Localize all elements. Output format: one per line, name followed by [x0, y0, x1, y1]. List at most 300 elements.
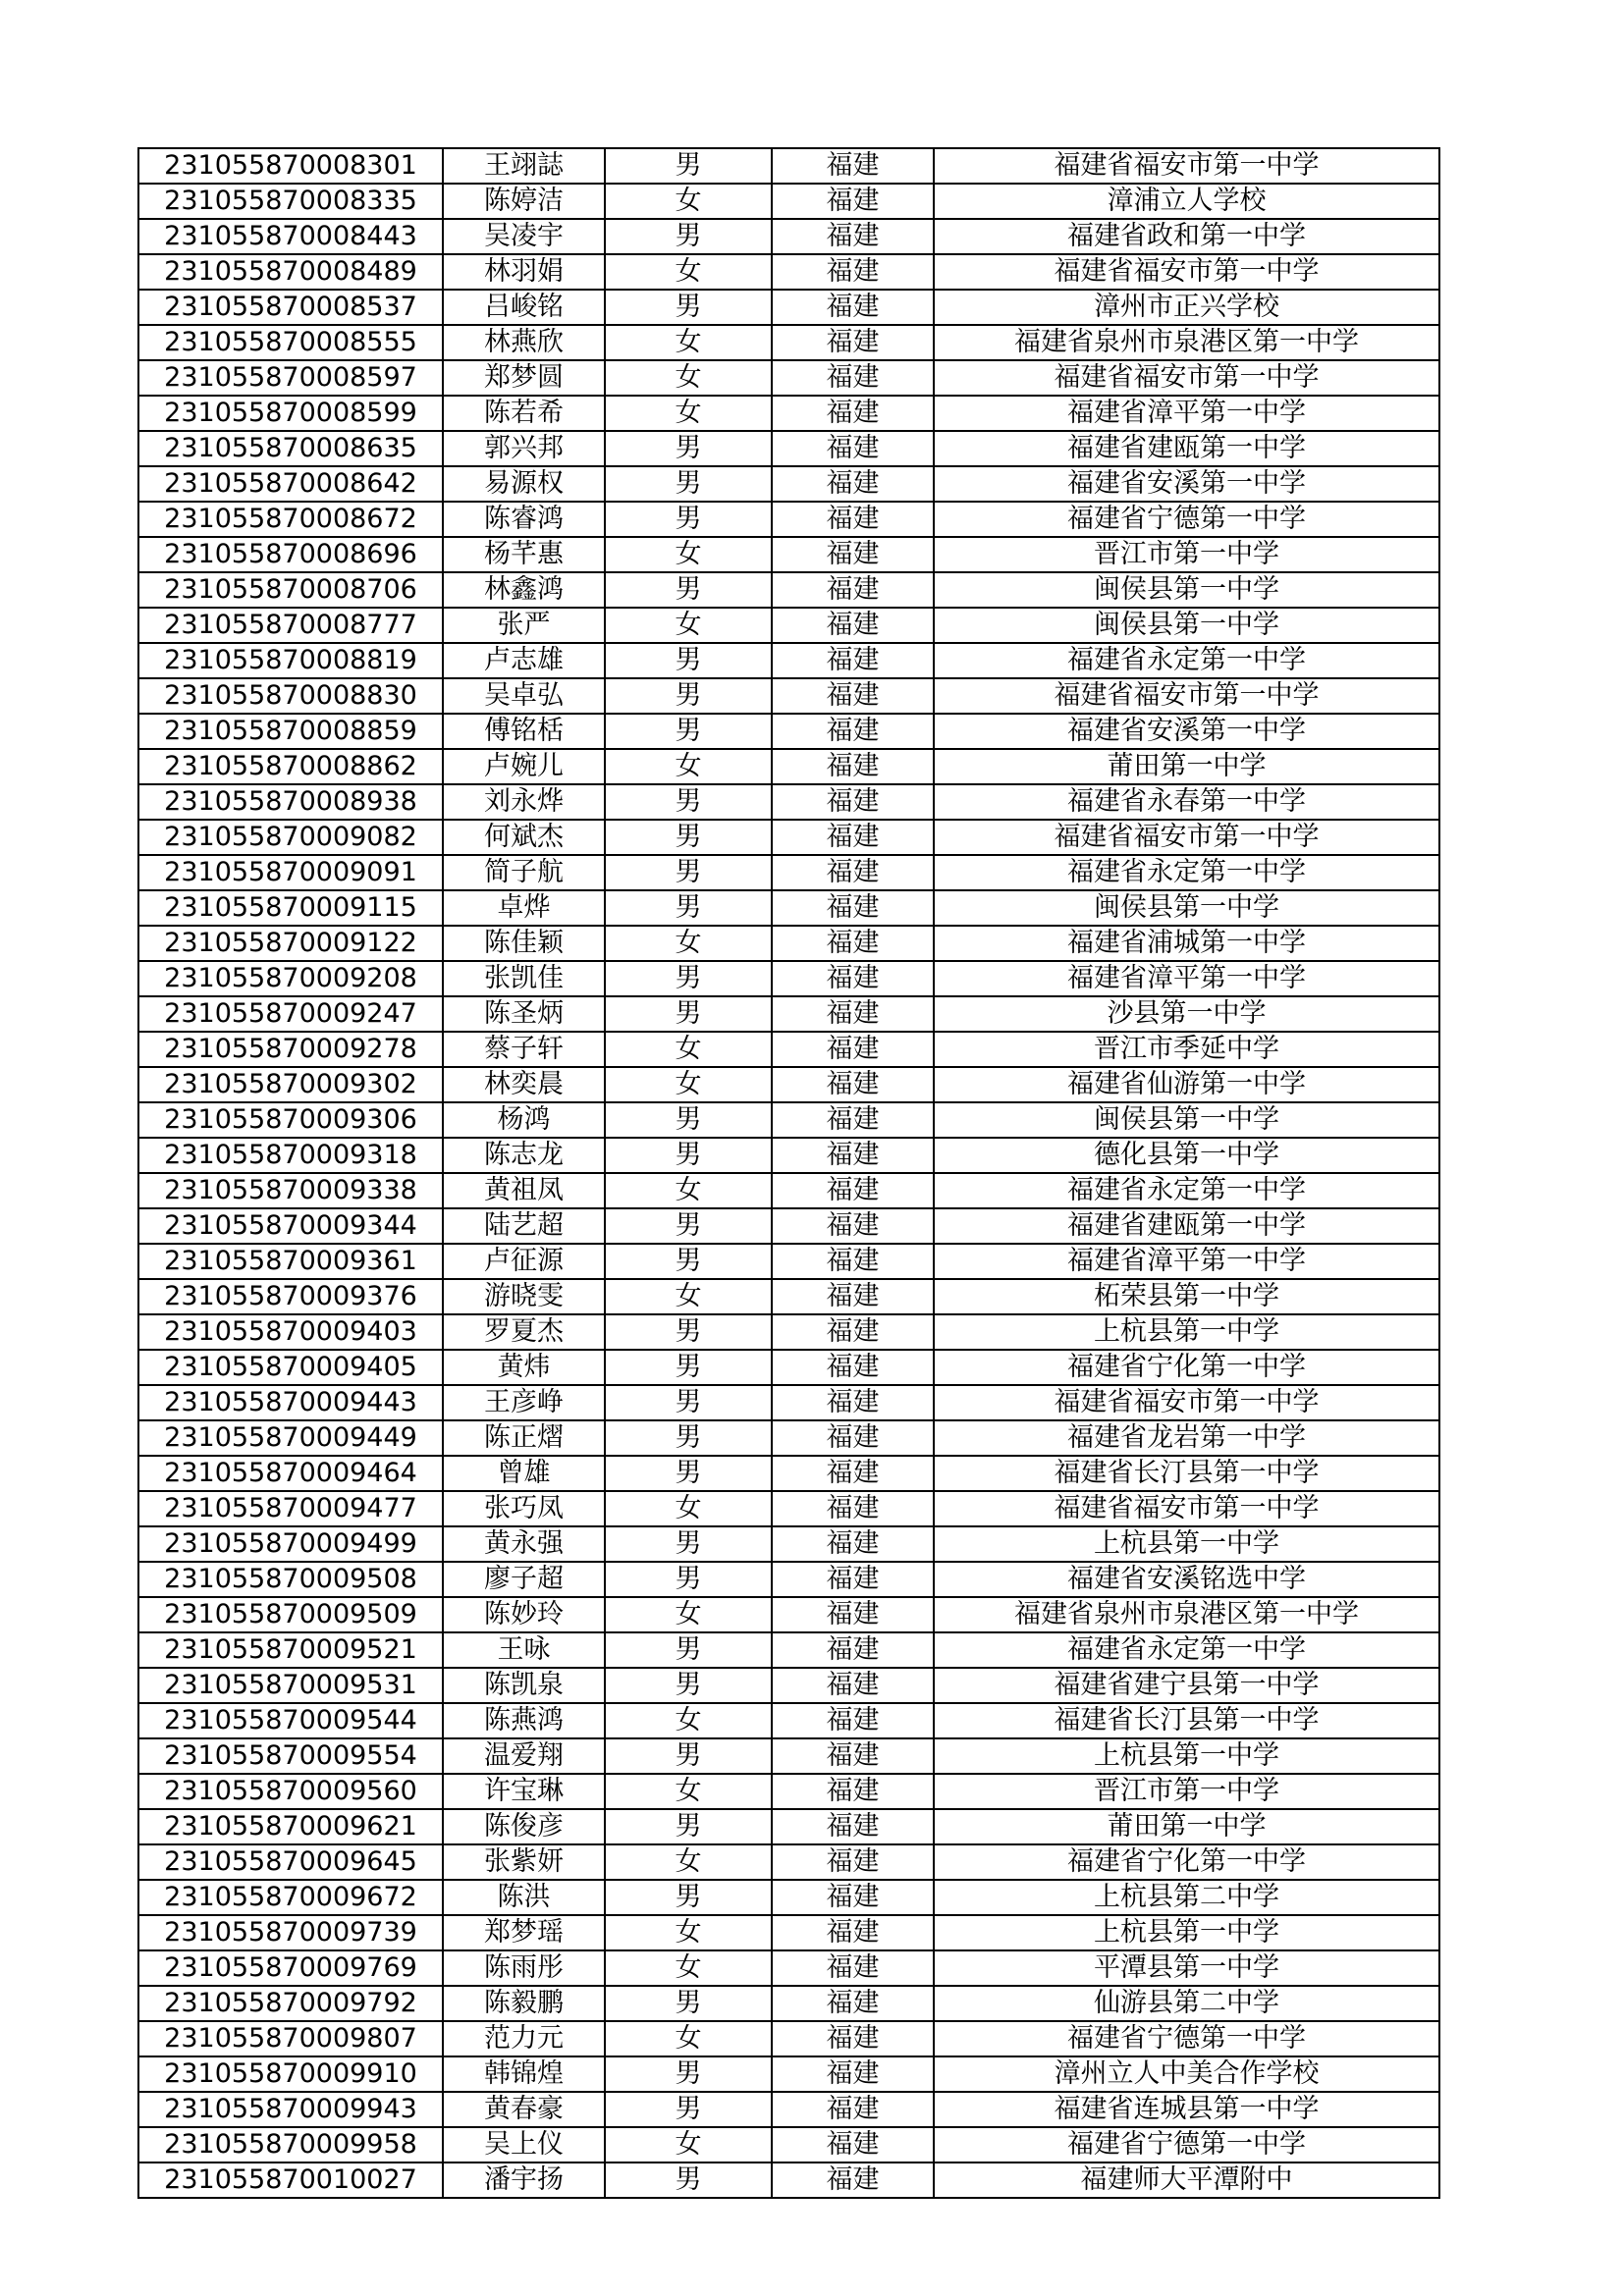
province-cell: 福建: [772, 1880, 934, 1915]
student-name-cell: 张巧凤: [443, 1491, 605, 1526]
table-row: [138, 537, 1439, 572]
province-cell: 福建: [772, 1915, 934, 1950]
table-row: [138, 996, 1439, 1032]
student-name-cell: 许宝琳: [443, 1774, 605, 1809]
student-name-cell: 廖子超: [443, 1562, 605, 1597]
candidate-id-cell: 231055870009278: [138, 1032, 443, 1067]
school-cell: 福建省浦城第一中学: [934, 926, 1439, 961]
province-cell: 福建: [772, 1138, 934, 1173]
school-cell: 福建省永春第一中学: [934, 784, 1439, 820]
gender-cell: 男: [605, 1385, 772, 1420]
table-row: [138, 890, 1439, 926]
school-cell: 平潭县第一中学: [934, 1950, 1439, 1986]
school-cell: 闽侯县第一中学: [934, 608, 1439, 643]
province-cell: 福建: [772, 325, 934, 360]
school-cell: 福建省安溪第一中学: [934, 714, 1439, 749]
school-cell: 晋江市第一中学: [934, 1774, 1439, 1809]
candidate-id-cell: 231055870009910: [138, 2056, 443, 2092]
student-name-cell: 林燕欣: [443, 325, 605, 360]
province-cell: 福建: [772, 2127, 934, 2163]
candidate-id-cell: 231055870008597: [138, 360, 443, 396]
student-name-cell: 易源权: [443, 466, 605, 502]
province-cell: 福建: [772, 572, 934, 608]
province-cell: 福建: [772, 396, 934, 431]
table-row: [138, 820, 1439, 855]
candidate-id-cell: 231055870009082: [138, 820, 443, 855]
candidate-id-cell: 231055870009306: [138, 1102, 443, 1138]
table-row: [138, 1244, 1439, 1279]
school-cell: 福建省仙游第一中学: [934, 1067, 1439, 1102]
school-cell: 福建省安溪铭选中学: [934, 1562, 1439, 1597]
gender-cell: 女: [605, 2127, 772, 2163]
province-cell: 福建: [772, 466, 934, 502]
candidate-id-cell: 231055870009464: [138, 1456, 443, 1491]
candidate-id-cell: 231055870009554: [138, 1738, 443, 1774]
gender-cell: 女: [605, 1597, 772, 1632]
candidate-id-cell: 231055870008862: [138, 749, 443, 784]
table-row: [138, 855, 1439, 890]
gender-cell: 男: [605, 714, 772, 749]
school-cell: 福建省宁化第一中学: [934, 1844, 1439, 1880]
table-row: [138, 961, 1439, 996]
gender-cell: 男: [605, 643, 772, 678]
table-row: [138, 184, 1439, 219]
table-row: [138, 2092, 1439, 2127]
table-row: [138, 1456, 1439, 1491]
school-cell: 福建省建瓯第一中学: [934, 431, 1439, 466]
province-cell: 福建: [772, 537, 934, 572]
gender-cell: 男: [605, 1138, 772, 1173]
gender-cell: 女: [605, 1915, 772, 1950]
table-row: [138, 1314, 1439, 1350]
student-name-cell: 王咏: [443, 1632, 605, 1668]
candidate-id-cell: 231055870009208: [138, 961, 443, 996]
candidate-id-cell: 231055870009449: [138, 1420, 443, 1456]
table-row: [138, 1597, 1439, 1632]
gender-cell: 女: [605, 608, 772, 643]
gender-cell: 男: [605, 1809, 772, 1844]
table-row: [138, 1385, 1439, 1420]
table-row: [138, 1102, 1439, 1138]
student-name-cell: 张凯佳: [443, 961, 605, 996]
table-row: [138, 749, 1439, 784]
province-cell: 福建: [772, 1668, 934, 1703]
gender-cell: 女: [605, 1491, 772, 1526]
table-row: [138, 290, 1439, 325]
candidate-id-cell: 231055870009958: [138, 2127, 443, 2163]
province-cell: 福建: [772, 148, 934, 184]
school-cell: 上杭县第一中学: [934, 1314, 1439, 1350]
student-name-cell: 何斌杰: [443, 820, 605, 855]
candidate-id-cell: 231055870009807: [138, 2021, 443, 2056]
candidate-id-cell: 231055870009376: [138, 1279, 443, 1314]
candidate-id-cell: 231055870008706: [138, 572, 443, 608]
province-cell: 福建: [772, 961, 934, 996]
province-cell: 福建: [772, 749, 934, 784]
table-row: [138, 1668, 1439, 1703]
school-cell: 仙游县第二中学: [934, 1986, 1439, 2021]
student-name-cell: 黄春豪: [443, 2092, 605, 2127]
province-cell: 福建: [772, 608, 934, 643]
gender-cell: 男: [605, 996, 772, 1032]
province-cell: 福建: [772, 1632, 934, 1668]
candidate-id-cell: 231055870009521: [138, 1632, 443, 1668]
table-row: [138, 1138, 1439, 1173]
province-cell: 福建: [772, 1597, 934, 1632]
province-cell: 福建: [772, 1067, 934, 1102]
table-row: [138, 1032, 1439, 1067]
school-cell: 福建省政和第一中学: [934, 219, 1439, 254]
student-name-cell: 林羽娟: [443, 254, 605, 290]
school-cell: 福建省宁德第一中学: [934, 2021, 1439, 2056]
province-cell: 福建: [772, 1279, 934, 1314]
student-name-cell: 刘永烨: [443, 784, 605, 820]
student-name-cell: 杨芊惠: [443, 537, 605, 572]
student-name-cell: 黄炜: [443, 1350, 605, 1385]
gender-cell: 女: [605, 2021, 772, 2056]
school-cell: 德化县第一中学: [934, 1138, 1439, 1173]
student-name-cell: 范力元: [443, 2021, 605, 2056]
candidate-id-cell: 231055870009769: [138, 1950, 443, 1986]
table-row: [138, 1915, 1439, 1950]
candidate-id-cell: 231055870008859: [138, 714, 443, 749]
province-cell: 福建: [772, 1420, 934, 1456]
gender-cell: 男: [605, 855, 772, 890]
school-cell: 莆田第一中学: [934, 1809, 1439, 1844]
gender-cell: 男: [605, 2056, 772, 2092]
student-name-cell: 陈志龙: [443, 1138, 605, 1173]
student-name-cell: 吴上仪: [443, 2127, 605, 2163]
province-cell: 福建: [772, 184, 934, 219]
table-row: [138, 1809, 1439, 1844]
student-name-cell: 郑梦圆: [443, 360, 605, 396]
province-cell: 福建: [772, 1491, 934, 1526]
school-cell: 漳州市正兴学校: [934, 290, 1439, 325]
candidate-id-cell: 231055870009361: [138, 1244, 443, 1279]
candidate-id-cell: 231055870009672: [138, 1880, 443, 1915]
student-name-cell: 吴卓弘: [443, 678, 605, 714]
candidate-id-cell: 231055870008642: [138, 466, 443, 502]
gender-cell: 男: [605, 431, 772, 466]
school-cell: 福建省建瓯第一中学: [934, 1208, 1439, 1244]
student-name-cell: 陈睿鸿: [443, 502, 605, 537]
student-name-cell: 陈凯泉: [443, 1668, 605, 1703]
table-row: [138, 1844, 1439, 1880]
province-cell: 福建: [772, 502, 934, 537]
student-name-cell: 陈毅鹏: [443, 1986, 605, 2021]
table-row: [138, 2021, 1439, 2056]
gender-cell: 男: [605, 148, 772, 184]
gender-cell: 男: [605, 1526, 772, 1562]
candidate-id-cell: 231055870009091: [138, 855, 443, 890]
student-name-cell: 陆艺超: [443, 1208, 605, 1244]
student-name-cell: 卢志雄: [443, 643, 605, 678]
gender-cell: 女: [605, 184, 772, 219]
candidate-id-cell: 231055870008301: [138, 148, 443, 184]
gender-cell: 男: [605, 1208, 772, 1244]
roster-body: [138, 148, 1439, 2198]
candidate-id-cell: 231055870008696: [138, 537, 443, 572]
table-row: [138, 1632, 1439, 1668]
province-cell: 福建: [772, 890, 934, 926]
student-name-cell: 傅铭栝: [443, 714, 605, 749]
table-row: [138, 1350, 1439, 1385]
province-cell: 福建: [772, 1385, 934, 1420]
gender-cell: 男: [605, 1314, 772, 1350]
table-row: [138, 1986, 1439, 2021]
province-cell: 福建: [772, 1102, 934, 1138]
table-row: [138, 2127, 1439, 2163]
gender-cell: 男: [605, 1456, 772, 1491]
candidate-id-cell: 231055870009739: [138, 1915, 443, 1950]
table-row: [138, 431, 1439, 466]
province-cell: 福建: [772, 219, 934, 254]
table-row: [138, 466, 1439, 502]
table-row: [138, 643, 1439, 678]
table-row: [138, 572, 1439, 608]
student-name-cell: 陈正熠: [443, 1420, 605, 1456]
province-cell: 福建: [772, 2056, 934, 2092]
student-name-cell: 陈婷洁: [443, 184, 605, 219]
student-name-cell: 曾雄: [443, 1456, 605, 1491]
table-row: [138, 1950, 1439, 1986]
candidate-id-cell: 231055870008489: [138, 254, 443, 290]
school-cell: 福建省长汀县第一中学: [934, 1456, 1439, 1491]
table-row: [138, 396, 1439, 431]
candidate-id-cell: 231055870009477: [138, 1491, 443, 1526]
student-name-cell: 陈佳颖: [443, 926, 605, 961]
table-row: [138, 1491, 1439, 1526]
gender-cell: 男: [605, 784, 772, 820]
province-cell: 福建: [772, 431, 934, 466]
student-name-cell: 蔡子轩: [443, 1032, 605, 1067]
student-name-cell: 陈妙玲: [443, 1597, 605, 1632]
gender-cell: 女: [605, 1844, 772, 1880]
candidate-id-cell: 231055870010027: [138, 2163, 443, 2198]
school-cell: 晋江市季延中学: [934, 1032, 1439, 1067]
school-cell: 福建省龙岩第一中学: [934, 1420, 1439, 1456]
province-cell: 福建: [772, 2021, 934, 2056]
table-row: [138, 360, 1439, 396]
candidate-id-cell: 231055870008777: [138, 608, 443, 643]
school-cell: 晋江市第一中学: [934, 537, 1439, 572]
school-cell: 闽侯县第一中学: [934, 1102, 1439, 1138]
gender-cell: 女: [605, 926, 772, 961]
school-cell: 福建省福安市第一中学: [934, 254, 1439, 290]
province-cell: 福建: [772, 714, 934, 749]
province-cell: 福建: [772, 2163, 934, 2198]
gender-cell: 女: [605, 537, 772, 572]
gender-cell: 男: [605, 572, 772, 608]
school-cell: 福建省连城县第一中学: [934, 2092, 1439, 2127]
candidate-id-cell: 231055870008819: [138, 643, 443, 678]
candidate-id-cell: 231055870008599: [138, 396, 443, 431]
student-name-cell: 陈俊彦: [443, 1809, 605, 1844]
table-row: [138, 325, 1439, 360]
gender-cell: 男: [605, 1632, 772, 1668]
candidate-id-cell: 231055870009344: [138, 1208, 443, 1244]
table-row: [138, 1526, 1439, 1562]
school-cell: 漳浦立人学校: [934, 184, 1439, 219]
student-name-cell: 陈燕鸿: [443, 1703, 605, 1738]
school-cell: 上杭县第一中学: [934, 1738, 1439, 1774]
student-name-cell: 游晓雯: [443, 1279, 605, 1314]
school-cell: 福建省永定第一中学: [934, 1632, 1439, 1668]
province-cell: 福建: [772, 1173, 934, 1208]
school-cell: 上杭县第二中学: [934, 1880, 1439, 1915]
student-name-cell: 陈洪: [443, 1880, 605, 1915]
province-cell: 福建: [772, 678, 934, 714]
student-name-cell: 卢婉儿: [443, 749, 605, 784]
school-cell: 福建省宁德第一中学: [934, 2127, 1439, 2163]
gender-cell: 男: [605, 1986, 772, 2021]
province-cell: 福建: [772, 290, 934, 325]
school-cell: 闽侯县第一中学: [934, 890, 1439, 926]
candidate-id-cell: 231055870009560: [138, 1774, 443, 1809]
candidate-id-cell: 231055870008672: [138, 502, 443, 537]
school-cell: 福建省永定第一中学: [934, 855, 1439, 890]
province-cell: 福建: [772, 855, 934, 890]
school-cell: 福建省漳平第一中学: [934, 396, 1439, 431]
school-cell: 福建师大平潭附中: [934, 2163, 1439, 2198]
table-row: [138, 1067, 1439, 1102]
gender-cell: 女: [605, 254, 772, 290]
table-row: [138, 1279, 1439, 1314]
candidate-id-cell: 231055870009621: [138, 1809, 443, 1844]
school-cell: 沙县第一中学: [934, 996, 1439, 1032]
candidate-id-cell: 231055870009508: [138, 1562, 443, 1597]
student-name-cell: 王彦峥: [443, 1385, 605, 1420]
province-cell: 福建: [772, 1032, 934, 1067]
candidate-id-cell: 231055870009302: [138, 1067, 443, 1102]
gender-cell: 男: [605, 502, 772, 537]
candidate-id-cell: 231055870008938: [138, 784, 443, 820]
school-cell: 福建省福安市第一中学: [934, 820, 1439, 855]
student-name-cell: 黄永强: [443, 1526, 605, 1562]
province-cell: 福建: [772, 1350, 934, 1385]
candidate-id-cell: 231055870009405: [138, 1350, 443, 1385]
province-cell: 福建: [772, 1738, 934, 1774]
student-name-cell: 韩锦煌: [443, 2056, 605, 2092]
student-name-cell: 陈圣炳: [443, 996, 605, 1032]
school-cell: 福建省漳平第一中学: [934, 1244, 1439, 1279]
gender-cell: 女: [605, 1279, 772, 1314]
school-cell: 福建省宁化第一中学: [934, 1350, 1439, 1385]
province-cell: 福建: [772, 1456, 934, 1491]
gender-cell: 女: [605, 396, 772, 431]
school-cell: 福建省建宁县第一中学: [934, 1668, 1439, 1703]
gender-cell: 男: [605, 1350, 772, 1385]
province-cell: 福建: [772, 643, 934, 678]
student-name-cell: 卢征源: [443, 1244, 605, 1279]
gender-cell: 女: [605, 1067, 772, 1102]
table-row: [138, 714, 1439, 749]
table-row: [138, 926, 1439, 961]
school-cell: 福建省福安市第一中学: [934, 360, 1439, 396]
gender-cell: 男: [605, 219, 772, 254]
gender-cell: 男: [605, 1668, 772, 1703]
student-name-cell: 黄祖凤: [443, 1173, 605, 1208]
candidate-id-cell: 231055870009247: [138, 996, 443, 1032]
gender-cell: 男: [605, 290, 772, 325]
gender-cell: 男: [605, 1880, 772, 1915]
school-cell: 福建省长汀县第一中学: [934, 1703, 1439, 1738]
province-cell: 福建: [772, 1244, 934, 1279]
student-name-cell: 陈若希: [443, 396, 605, 431]
province-cell: 福建: [772, 784, 934, 820]
student-name-cell: 杨鸿: [443, 1102, 605, 1138]
province-cell: 福建: [772, 926, 934, 961]
candidate-id-cell: 231055870009338: [138, 1173, 443, 1208]
province-cell: 福建: [772, 1703, 934, 1738]
school-cell: 福建省福安市第一中学: [934, 678, 1439, 714]
student-name-cell: 林奕晨: [443, 1067, 605, 1102]
table-row: [138, 1774, 1439, 1809]
province-cell: 福建: [772, 1208, 934, 1244]
candidate-id-cell: 231055870009122: [138, 926, 443, 961]
candidate-id-cell: 231055870008335: [138, 184, 443, 219]
table-row: [138, 1208, 1439, 1244]
province-cell: 福建: [772, 820, 934, 855]
student-name-cell: 卓烨: [443, 890, 605, 926]
student-name-cell: 吕峻铭: [443, 290, 605, 325]
gender-cell: 女: [605, 1774, 772, 1809]
student-name-cell: 潘宇扬: [443, 2163, 605, 2198]
candidate-id-cell: 231055870009403: [138, 1314, 443, 1350]
school-cell: 上杭县第一中学: [934, 1526, 1439, 1562]
gender-cell: 男: [605, 890, 772, 926]
province-cell: 福建: [772, 254, 934, 290]
gender-cell: 男: [605, 1244, 772, 1279]
gender-cell: 女: [605, 1950, 772, 1986]
candidate-id-cell: 231055870009943: [138, 2092, 443, 2127]
student-name-cell: 张紫妍: [443, 1844, 605, 1880]
gender-cell: 男: [605, 1102, 772, 1138]
candidate-id-cell: 231055870009499: [138, 1526, 443, 1562]
candidate-id-cell: 231055870008443: [138, 219, 443, 254]
table-row: [138, 502, 1439, 537]
candidate-id-cell: 231055870009792: [138, 1986, 443, 2021]
student-name-cell: 罗夏杰: [443, 1314, 605, 1350]
gender-cell: 男: [605, 1562, 772, 1597]
table-row: [138, 148, 1439, 184]
student-name-cell: 林鑫鸿: [443, 572, 605, 608]
table-row: [138, 1562, 1439, 1597]
table-row: [138, 784, 1439, 820]
gender-cell: 女: [605, 1703, 772, 1738]
student-name-cell: 简子航: [443, 855, 605, 890]
gender-cell: 男: [605, 1738, 772, 1774]
gender-cell: 男: [605, 2163, 772, 2198]
student-name-cell: 吴凌宇: [443, 219, 605, 254]
province-cell: 福建: [772, 996, 934, 1032]
province-cell: 福建: [772, 1844, 934, 1880]
table-row: [138, 1738, 1439, 1774]
gender-cell: 女: [605, 749, 772, 784]
student-name-cell: 王翊誌: [443, 148, 605, 184]
province-cell: 福建: [772, 1986, 934, 2021]
candidate-id-cell: 231055870009318: [138, 1138, 443, 1173]
table-row: [138, 1703, 1439, 1738]
school-cell: 漳州立人中美合作学校: [934, 2056, 1439, 2092]
school-cell: 福建省宁德第一中学: [934, 502, 1439, 537]
table-row: [138, 2056, 1439, 2092]
candidate-id-cell: 231055870009531: [138, 1668, 443, 1703]
gender-cell: 男: [605, 678, 772, 714]
candidate-id-cell: 231055870008537: [138, 290, 443, 325]
candidate-id-cell: 231055870009645: [138, 1844, 443, 1880]
school-cell: 福建省漳平第一中学: [934, 961, 1439, 996]
